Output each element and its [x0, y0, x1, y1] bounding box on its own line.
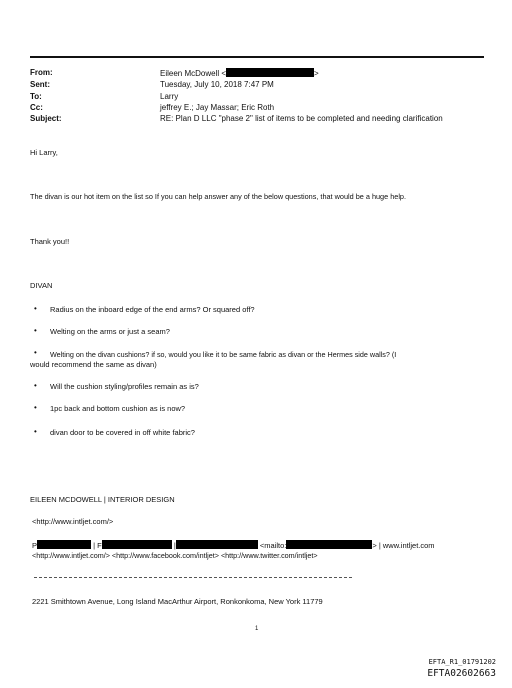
header-rule: [30, 56, 484, 58]
bullet: •: [34, 427, 37, 436]
redaction-bar: [176, 540, 258, 549]
bullet: •: [34, 348, 37, 357]
contact-site[interactable]: > | www.intljet.com: [372, 541, 435, 550]
redaction-bar: [37, 540, 91, 549]
redaction-bar: [286, 540, 372, 549]
efta-small-id: EFTA_R1_01791202: [428, 658, 496, 666]
signature-website-link[interactable]: <http://www.intljet.com/>: [32, 517, 114, 526]
mailto-label[interactable]: <mailto:: [259, 541, 287, 550]
list-item: Welting on the divan cushions? if so, would you like it to be same fabric as divan or the Hermes side walls? (I: [50, 350, 397, 359]
from-tail: >: [314, 69, 319, 78]
to-label: To:: [30, 92, 42, 101]
list-item-continuation: would recommend the same as divan): [30, 360, 157, 369]
fax-label: | F: [93, 541, 102, 550]
thanks: Thank you!!: [30, 237, 70, 246]
subject-value: RE: Plan D LLC "phase 2" list of items to be completed and needing clarification: [160, 114, 443, 123]
dashed-divider: [34, 577, 352, 578]
from-value: [160, 68, 319, 79]
bullet: •: [34, 304, 37, 313]
sent-value: Tuesday, July 10, 2018 7:47 PM: [160, 80, 274, 89]
bullet: •: [34, 326, 37, 335]
bullet: •: [34, 403, 37, 412]
efta-large-id: EFTA02602663: [427, 668, 496, 679]
greeting: Hi Larry,: [30, 148, 58, 157]
cc-value: jeffrey E.; Jay Massar; Eric Roth: [160, 103, 275, 112]
subject-label: Subject:: [30, 114, 62, 123]
phone-label: P: [32, 541, 38, 550]
list-item: Welting on the arms or just a seam?: [50, 327, 170, 336]
social-links[interactable]: <http://www.intljet.com/> <http://www.facebook.com/intljet> <http://www.twitter.com/intljet>: [32, 551, 318, 560]
bullet: •: [34, 381, 37, 390]
from-name: Eileen McDowell <: [160, 69, 227, 78]
cc-label: Cc:: [30, 103, 43, 112]
from-label: From:: [30, 68, 53, 77]
page-number: 1: [255, 626, 259, 632]
list-item: Radius on the inboard edge of the end arms? Or squared off?: [50, 305, 255, 314]
section-heading: DIVAN: [30, 281, 53, 290]
sent-label: Sent:: [30, 80, 50, 89]
to-value: Larry: [160, 92, 179, 101]
intro-paragraph: The divan is our hot item on the list so If you can help answer any of the below questions, that would be a huge help.: [30, 192, 407, 201]
signature-contact-line: [32, 540, 435, 551]
redaction-bar: [102, 540, 172, 549]
signature-name: EILEEN MCDOWELL | INTERIOR DESIGN: [30, 495, 175, 504]
signature-address: 2221 Smithtown Avenue, Long Island MacArthur Airport, Ronkonkoma, New York 11779: [32, 597, 323, 606]
list-item: 1pc back and bottom cushion as is now?: [50, 404, 186, 413]
redaction-bar: [226, 68, 314, 77]
list-item: divan door to be covered in off white fabric?: [50, 428, 195, 437]
list-item: Will the cushion styling/profiles remain as is?: [50, 382, 199, 391]
